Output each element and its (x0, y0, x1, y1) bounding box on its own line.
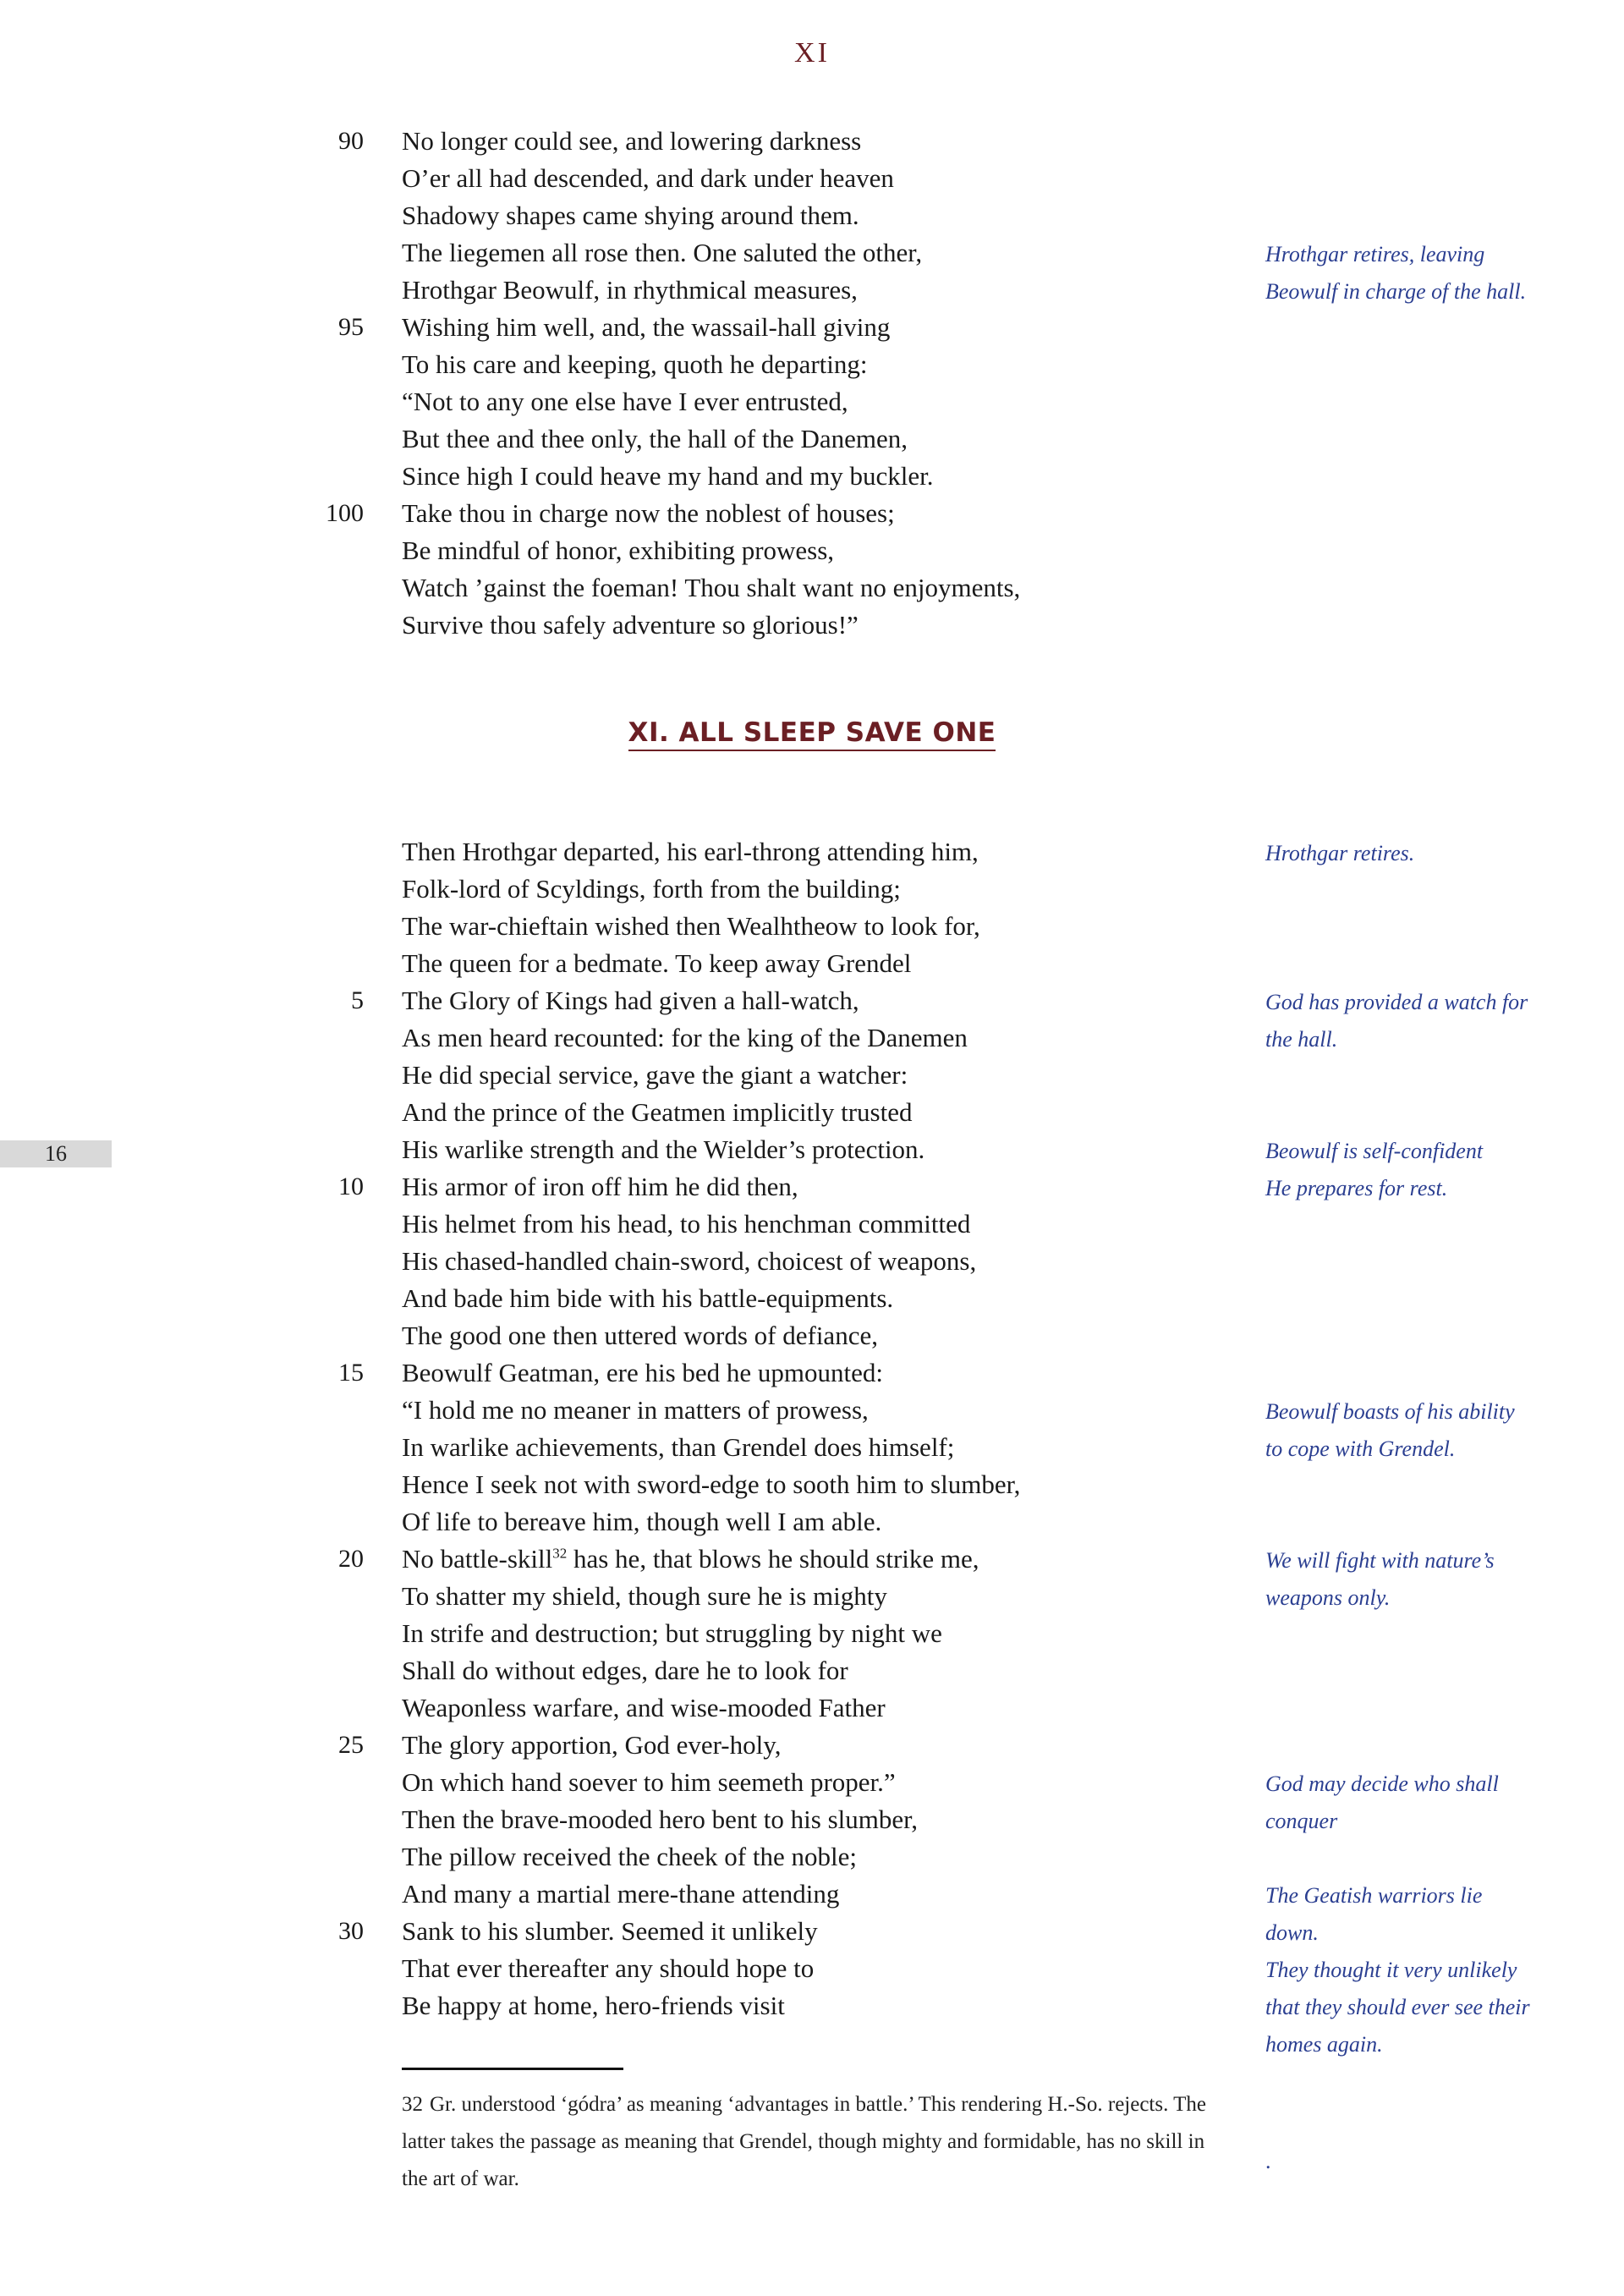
verse-line: Of life to bereave him, though well I am able. (402, 1507, 882, 1536)
verse-line: O’er all had descended, and dark under heaven (402, 163, 894, 193)
verse-line: Hrothgar Beowulf, in rhythmical measures, (402, 275, 858, 305)
verse-line: Take thou in charge now the noblest of houses; (402, 498, 895, 528)
marginal-note: Hrothgar retires. (1265, 841, 1415, 865)
line-number: 25 (338, 1731, 364, 1759)
verse-line: Be happy at home, hero-friends visit (402, 1991, 785, 2020)
marginal-note: They thought it very unlikely (1265, 1958, 1517, 1982)
verse-line: Hence I seek not with sword-edge to sooth him to slumber, (402, 1469, 1021, 1499)
verse-line: “Not to any one else have I ever entrusted, (402, 387, 848, 416)
verse-line: No longer could see, and lowering darkness (402, 126, 862, 156)
marginal-note: God may decide who shall (1265, 1771, 1499, 1796)
marginal-note: the hall. (1265, 1027, 1338, 1052)
verse-line: Beowulf Geatman, ere his bed he upmounted: (402, 1358, 884, 1387)
verse-line: And many a martial mere-thane attending (402, 1879, 840, 1909)
marginal-note: He prepares for rest. (1265, 1176, 1448, 1200)
verse-line: And the prince of the Geatmen implicitly trusted (402, 1097, 913, 1127)
verse-line: To his care and keeping, quoth he departing: (402, 349, 868, 379)
verse-line: The war-chieftain wished then Wealhtheow to look for, (402, 911, 980, 941)
verse-line: Sank to his slumber. Seemed it unlikely (402, 1916, 818, 1946)
marginal-note: conquer (1265, 1809, 1338, 1833)
verse-line: In warlike achievements, than Grendel does himself; (402, 1432, 955, 1462)
marginal-note: Hrothgar retires, leaving (1265, 242, 1485, 266)
page-number: 16 (0, 1140, 112, 1167)
marginal-note: weapons only. (1265, 1585, 1391, 1610)
line-number: 30 (338, 1917, 364, 1945)
line-number: 5 (351, 986, 364, 1014)
footnote-reference[interactable]: 32 (552, 1545, 568, 1562)
verse-line: The glory apportion, God ever-holy, (402, 1730, 782, 1760)
verse-line: His chased-handled chain-sword, choicest of weapons, (402, 1246, 977, 1276)
verse-line: On which hand soever to him seemeth proper.” (402, 1767, 896, 1797)
verse-text: has he, that blows he should strike me, (567, 1544, 979, 1574)
footnote-divider (402, 2068, 623, 2070)
verse-line: The Glory of Kings had given a hall-watch, (402, 986, 859, 1015)
chapter-title-text: XI. ALL SLEEP SAVE ONE (628, 717, 996, 751)
verse-line: Survive thou safely adventure so glorious!” (402, 610, 859, 640)
verse-line: He did special service, gave the giant a watcher: (402, 1060, 908, 1090)
marginal-note: to cope with Grendel. (1265, 1436, 1456, 1461)
line-number: 90 (338, 127, 364, 155)
verse-line: Shadowy shapes came shying around them. (402, 200, 859, 230)
verse-line: The queen for a bedmate. To keep away Grendel (402, 948, 912, 978)
verse-line: Watch ’gainst the foeman! Thou shalt want no enjoyments, (402, 573, 1021, 602)
line-number: 100 (326, 499, 364, 527)
verse-line: As men heard recounted: for the king of the Danemen (402, 1023, 968, 1052)
verse-line: In strife and destruction; but struggling by night we (402, 1618, 942, 1648)
verse-line: And bade him bide with his battle-equipments. (402, 1283, 894, 1313)
verse-line: The good one then uttered words of defiance, (402, 1321, 878, 1350)
verse-line: But thee and thee only, the hall of the Danemen, (402, 424, 908, 453)
verse-line: His warlike strength and the Wielder’s protection. (402, 1134, 925, 1164)
footnote-text: Gr. understood ‘gódra’ as meaning ‘advantages in battle.’ This rendering H.-So. rejects. The latter takes the passage as meaning that Grendel, though mighty and formidable, has no skill in the art of war. (402, 2093, 1207, 2190)
marginal-note: Beowulf is self-confident (1265, 1139, 1484, 1163)
marginal-note: homes again. (1265, 2032, 1383, 2057)
verse-text: No battle-skill (402, 1544, 553, 1574)
verse-line: His armor of iron off him he did then, (402, 1172, 798, 1201)
verse-line: Since high I could heave my hand and my buckler. (402, 461, 934, 491)
footnote-number: 32 (402, 2093, 423, 2116)
verse-line: The liegemen all rose then. One saluted the other, (402, 238, 923, 267)
verse-line: Shall do without edges, dare he to look for (402, 1656, 848, 1685)
verse-line: “I hold me no meaner in matters of prowess, (402, 1395, 869, 1425)
marginal-note: We will fight with nature’s (1265, 1548, 1495, 1573)
chapter-title (0, 717, 1624, 748)
running-head: XI (794, 37, 830, 69)
marginal-note: God has provided a watch for (1265, 990, 1528, 1014)
verse-line: Then Hrothgar departed, his earl-throng attending him, (402, 837, 979, 866)
verse-line: Wishing him well, and, the wassail-hall giving (402, 312, 891, 342)
marginal-note: that they should ever see their (1265, 1995, 1530, 2019)
verse-line: That ever thereafter any should hope to (402, 1953, 815, 1983)
line-number: 20 (338, 1545, 364, 1573)
verse-line: To shatter my shield, though sure he is mighty (402, 1581, 887, 1611)
verse-line: His helmet from his head, to his henchman committed (402, 1209, 971, 1239)
stray-mark: . (1265, 2149, 1271, 2173)
marginal-note: Beowulf in charge of the hall. (1265, 279, 1527, 304)
verse-line (402, 1541, 979, 1578)
line-number: 10 (338, 1173, 364, 1200)
verse-line: Weaponless warfare, and wise-mooded Father (402, 1693, 886, 1722)
marginal-note: Beowulf boasts of his ability (1265, 1399, 1515, 1424)
verse-line: Folk-lord of Scyldings, forth from the building; (402, 874, 901, 904)
verse-line: Then the brave-mooded hero bent to his slumber, (402, 1804, 918, 1834)
marginal-note: The Geatish warriors lie (1265, 1883, 1483, 1908)
verse-line: The pillow received the cheek of the noble; (402, 1842, 857, 1871)
line-number: 15 (338, 1359, 364, 1387)
marginal-note: down. (1265, 1920, 1319, 1945)
line-number: 95 (338, 313, 364, 341)
verse-line: Be mindful of honor, exhibiting prowess, (402, 536, 835, 565)
footnote (402, 2086, 1214, 2198)
